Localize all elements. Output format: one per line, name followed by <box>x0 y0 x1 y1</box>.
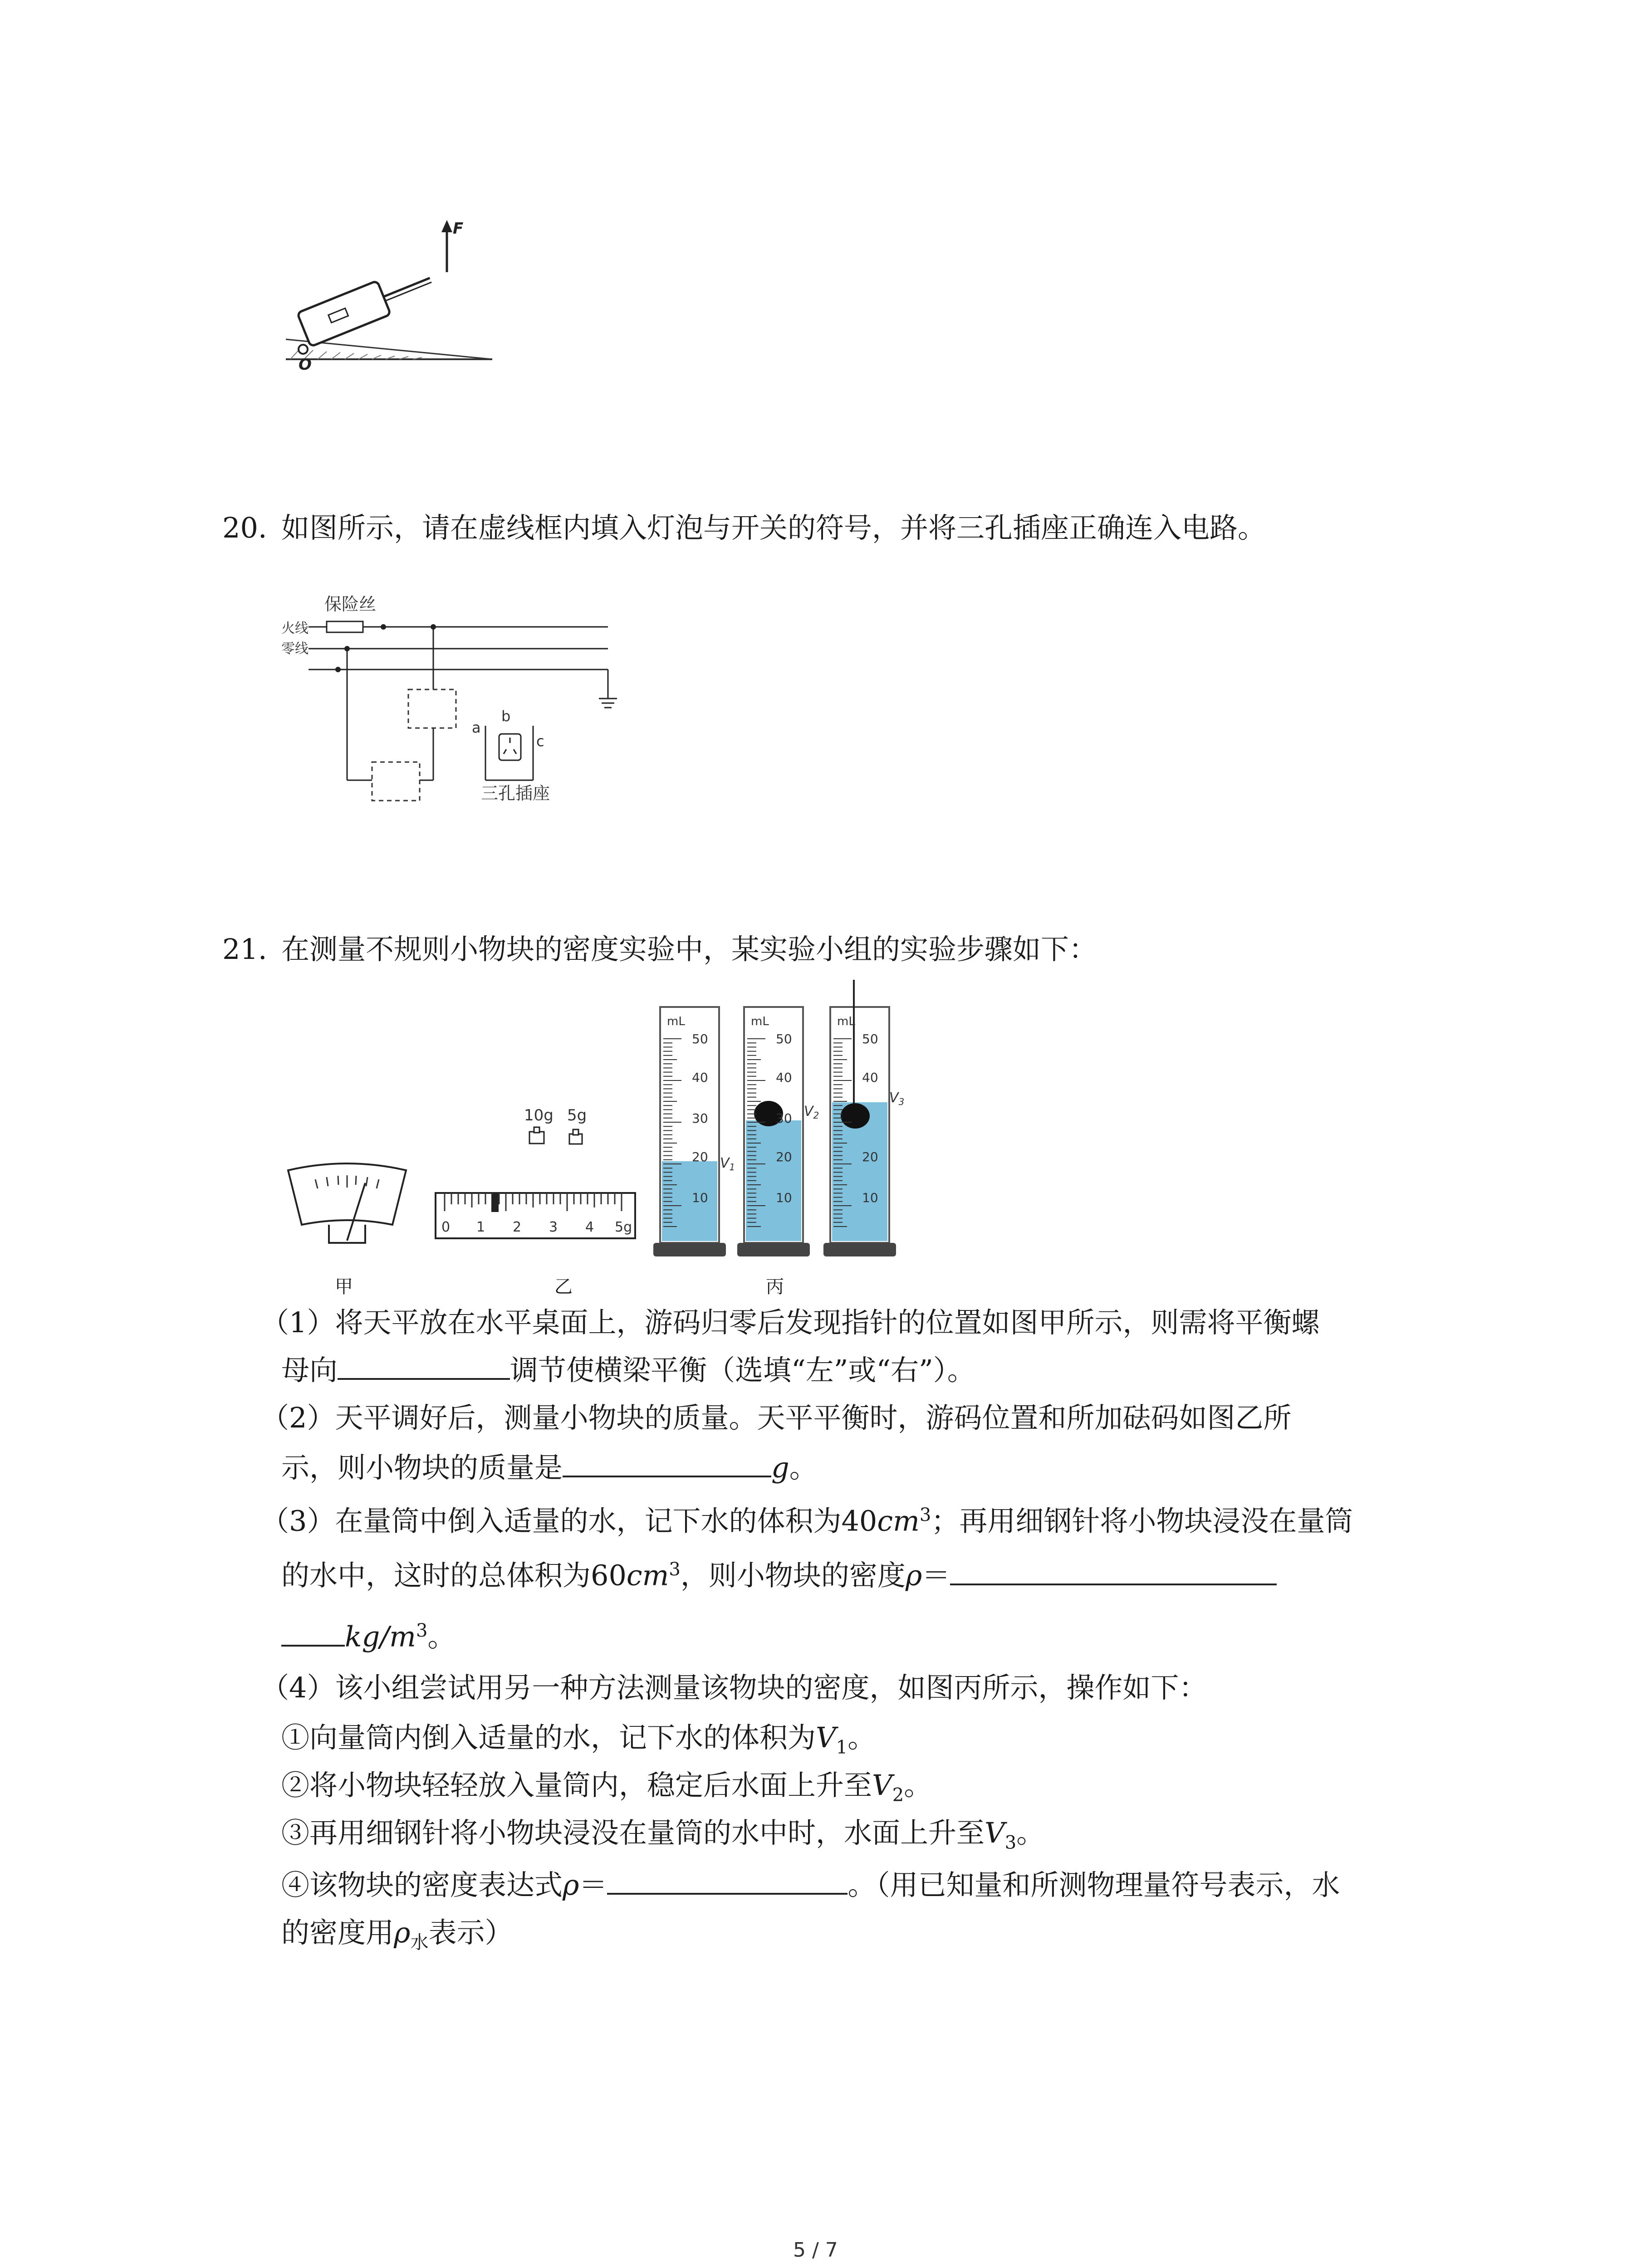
force-label: F <box>453 220 464 238</box>
socket-b-label: b <box>501 708 511 725</box>
q21-step3: ③再用细钢针将小物块浸没在量筒的水中时，水面上升至$V_3$。 <box>281 1816 1045 1853</box>
page-number: 5 / 7 <box>793 2239 838 2262</box>
live-wire-label: 火线 <box>281 621 309 636</box>
cyl1-n10: 10 <box>692 1190 708 1205</box>
cyl2-n30: 30 <box>776 1111 792 1126</box>
cyl1-n20: 20 <box>692 1149 708 1164</box>
cyl3-n50: 50 <box>862 1031 878 1046</box>
cylinder-2 <box>737 1007 810 1256</box>
ruler-label-1: 1 <box>476 1219 485 1235</box>
dashed-box-upper <box>408 689 456 728</box>
v1-label: $V_1$ <box>720 1155 735 1173</box>
socket-label: 三孔插座 <box>481 783 550 803</box>
cyl2-unit: mL <box>751 1015 769 1028</box>
q20-number: 20. <box>222 511 267 544</box>
weight-10g-label: 10g <box>524 1107 554 1124</box>
q21-part3-line3: $kg/m^3$。 <box>281 1622 456 1651</box>
q21-part1-line1: （1）将天平放在水平桌面上，游码归零后发现指针的位置如图甲所示，则需将平衡螺 <box>261 1306 1320 1339</box>
q21-part2-line1: （2）天平调好后，测量小物块的质量。天平平衡时，游码位置和所加砝码如图乙所 <box>261 1401 1292 1434</box>
cyl3-n20: 20 <box>862 1149 878 1164</box>
cylinder-1 <box>653 1007 726 1256</box>
fuse-label: 保险丝 <box>324 594 377 614</box>
ruler-label-5: 5g <box>615 1219 632 1235</box>
v3-label: $V_3$ <box>889 1090 905 1107</box>
q21-part2-line2: 示，则小物块的质量是 g。 <box>281 1451 818 1484</box>
pivot-label: O <box>299 356 312 372</box>
cyl1-n30: 30 <box>692 1111 708 1126</box>
dashed-box-lower <box>372 762 420 801</box>
q21-number: 21. <box>222 933 267 966</box>
q21-part1-line2: 母向 调节使横梁平衡（选填“左”或“右”）。 <box>281 1354 975 1387</box>
weight-5g-label: 5g <box>567 1107 587 1124</box>
socket-c-label: c <box>536 733 544 750</box>
ruler-label-4: 4 <box>585 1219 594 1235</box>
cyl1-unit: mL <box>667 1015 685 1028</box>
ruler-label-0: 0 <box>441 1219 451 1235</box>
cyl2-n10: 10 <box>776 1190 792 1205</box>
q21-step4: ④该物块的密度表达式ρ＝ 。（用已知量和所测物理量符号表示，水 <box>281 1868 1340 1901</box>
cyl1-n50: 50 <box>692 1031 708 1046</box>
cyl1-n40: 40 <box>692 1070 708 1085</box>
fuse <box>327 621 363 632</box>
fig-jia-balance-pointer <box>279 1161 415 1252</box>
fig-yi-ruler <box>433 1107 642 1261</box>
answer-blank-3a[interactable] <box>950 1580 1277 1585</box>
answer-blank-4[interactable] <box>607 1889 847 1895</box>
cyl3-n40: 40 <box>862 1070 878 1085</box>
q21-step2: ②将小物块轻轻放入量筒内，稳定后水面上升至$V_2$。 <box>281 1769 932 1806</box>
q20-text: 如图所示，请在虚线框内填入灯泡与开关的符号，并将三孔插座正确连入电路。 <box>281 511 1266 544</box>
socket-a-label: a <box>472 719 481 736</box>
ruler-label-3: 3 <box>549 1219 558 1235</box>
ruler-label-2: 2 <box>513 1219 522 1235</box>
q21-part4-intro: （4）该小组尝试用另一种方法测量该物块的密度，如图丙所示，操作如下： <box>261 1671 1207 1704</box>
q19-figure <box>286 218 499 372</box>
cyl3-unit: mL <box>837 1015 855 1028</box>
q21-step1: ①向量筒内倒入适量的水，记下水的体积为$V_1$。 <box>281 1721 876 1758</box>
q21-part3-line2: 的水中，这时的总体积为$60cm^3$，则小物块的密度ρ＝ <box>281 1560 1277 1590</box>
cyl2-n20: 20 <box>776 1149 792 1164</box>
fig-bing-cylinders <box>653 980 935 1270</box>
answer-blank-3b[interactable] <box>281 1641 345 1647</box>
cyl2-n50: 50 <box>776 1031 792 1046</box>
neutral-wire-label: 零线 <box>281 641 309 657</box>
q21-intro: 在测量不规则小物块的密度实验中，某实验小组的实验步骤如下： <box>281 933 1097 966</box>
cyl3-n10: 10 <box>862 1190 878 1205</box>
fig-bing-label: 丙 <box>766 1276 784 1297</box>
answer-blank-1[interactable] <box>338 1374 510 1380</box>
q21-step4-line2: 的密度用$\rho_水$表示） <box>281 1916 513 1953</box>
v2-label: $V_2$ <box>804 1104 819 1121</box>
fig-jia-label: 甲 <box>335 1276 353 1297</box>
answer-blank-2[interactable] <box>563 1472 771 1477</box>
q20-circuit-diagram <box>281 590 635 803</box>
cyl2-n40: 40 <box>776 1070 792 1085</box>
fig-yi-label: 乙 <box>554 1276 573 1297</box>
rider <box>491 1194 499 1212</box>
q21-part3-line1: （3）在量筒中倒入适量的水，记下水的体积为$40cm^3$；再用细钢针将小物块浸没在量筒 <box>261 1504 1353 1538</box>
